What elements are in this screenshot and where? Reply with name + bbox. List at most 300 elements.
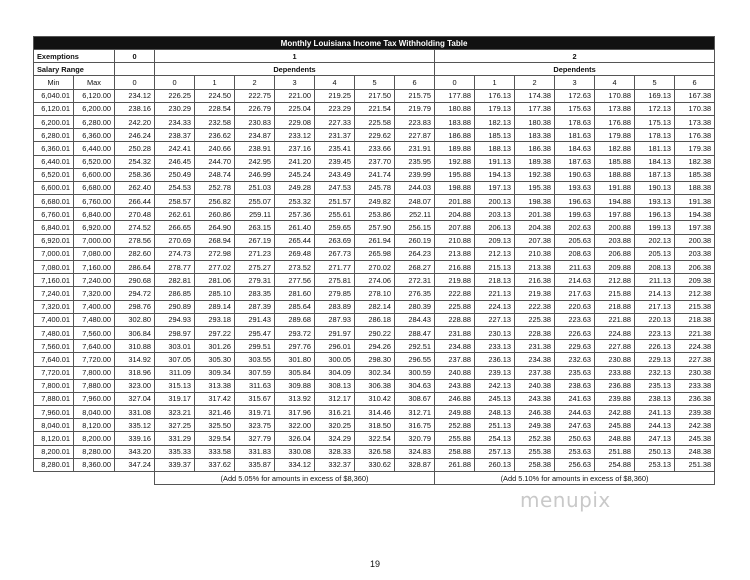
- withholding-amount: 201.38: [515, 208, 555, 221]
- withholding-amount: 328.87: [395, 458, 435, 471]
- withholding-amount: 288.47: [395, 326, 435, 339]
- withholding-amount: 270.69: [155, 234, 195, 247]
- dependents-label-2: Dependents: [435, 63, 715, 76]
- withholding-amount: 240.88: [435, 366, 475, 379]
- withholding-amount: 244.63: [555, 406, 595, 419]
- withholding-amount: 321.46: [195, 406, 235, 419]
- salary-min: 7,880.01: [34, 392, 74, 405]
- withholding-amount: 294.93: [155, 313, 195, 326]
- withholding-amount: 203.88: [595, 234, 635, 247]
- withholding-amount: 307.05: [155, 353, 195, 366]
- salary-max: 7,320.00: [74, 287, 115, 300]
- withholding-amount: 225.04: [275, 102, 315, 115]
- withholding-amount: 215.75: [395, 89, 435, 102]
- withholding-amount: 235.41: [315, 142, 355, 155]
- withholding-amount: 256.82: [195, 195, 235, 208]
- salary-min: 7,400.01: [34, 313, 74, 326]
- withholding-amount: 219.88: [435, 274, 475, 287]
- withholding-amount: 314.46: [355, 406, 395, 419]
- withholding-amount: 261.88: [435, 458, 475, 471]
- withholding-amount: 252.88: [435, 419, 475, 432]
- withholding-amount: 233.38: [675, 379, 715, 392]
- table-row: [34, 129, 715, 142]
- withholding-amount: 308.13: [315, 379, 355, 392]
- withholding-amount: 273.52: [275, 261, 315, 274]
- withholding-amount: 217.50: [355, 89, 395, 102]
- withholding-amount: 238.16: [115, 102, 155, 115]
- salary-max: 7,720.00: [74, 353, 115, 366]
- withholding-amount: 215.38: [675, 300, 715, 313]
- withholding-amount: 221.00: [275, 89, 315, 102]
- withholding-amount: 260.19: [395, 234, 435, 247]
- withholding-amount: 275.27: [235, 261, 275, 274]
- withholding-amount: 270.48: [115, 208, 155, 221]
- footnote-row: [34, 472, 715, 485]
- withholding-amount: 264.23: [395, 247, 435, 260]
- withholding-amount: 234.33: [155, 115, 195, 128]
- dependents-label-1: Dependents: [155, 63, 435, 76]
- withholding-amount: 266.65: [155, 221, 195, 234]
- withholding-amount: 257.36: [275, 208, 315, 221]
- salary-min: 6,840.01: [34, 221, 74, 234]
- withholding-amount: 238.37: [155, 129, 195, 142]
- withholding-amount: 251.88: [595, 445, 635, 458]
- withholding-amount: 196.13: [635, 208, 675, 221]
- table-row: [34, 247, 715, 260]
- withholding-amount: 200.88: [595, 221, 635, 234]
- withholding-amount: 326.04: [275, 432, 315, 445]
- withholding-amount: 192.88: [435, 155, 475, 168]
- withholding-amount: 241.63: [555, 392, 595, 405]
- withholding-amount: 178.13: [635, 129, 675, 142]
- withholding-amount: 298.97: [155, 326, 195, 339]
- salary-min: 8,200.01: [34, 445, 74, 458]
- withholding-amount: 229.13: [635, 353, 675, 366]
- withholding-amount: 188.38: [675, 181, 715, 194]
- withholding-amount: 177.38: [515, 102, 555, 115]
- withholding-amount: 236.13: [475, 353, 515, 366]
- salary-max: 8,040.00: [74, 406, 115, 419]
- withholding-amount: 243.88: [435, 379, 475, 392]
- withholding-amount: 251.38: [675, 458, 715, 471]
- salary-max: 8,200.00: [74, 432, 115, 445]
- table-row: [34, 221, 715, 234]
- withholding-amount: 198.88: [435, 181, 475, 194]
- withholding-amount: 184.13: [635, 155, 675, 168]
- withholding-amount: 318.50: [355, 419, 395, 432]
- salary-max: 7,160.00: [74, 261, 115, 274]
- withholding-amount: 347.24: [115, 458, 155, 471]
- withholding-amount: 331.83: [235, 445, 275, 458]
- salary-min: 7,240.01: [34, 287, 74, 300]
- withholding-amount: 283.89: [315, 300, 355, 313]
- withholding-amount: 195.88: [435, 168, 475, 181]
- salary-min: 7,960.01: [34, 406, 74, 419]
- salary-min: 7,640.01: [34, 353, 74, 366]
- withholding-amount: 291.97: [315, 326, 355, 339]
- withholding-amount: 339.37: [155, 458, 195, 471]
- withholding-amount: 330.62: [355, 458, 395, 471]
- salary-min: 7,800.01: [34, 379, 74, 392]
- withholding-amount: 248.74: [195, 168, 235, 181]
- withholding-amount: 267.19: [235, 234, 275, 247]
- withholding-amount: 183.38: [515, 129, 555, 142]
- withholding-amount: 209.88: [595, 261, 635, 274]
- column-header-row: [34, 76, 715, 89]
- withholding-amount: 285.10: [195, 287, 235, 300]
- withholding-amount: 172.63: [555, 89, 595, 102]
- withholding-amount: 242.41: [155, 142, 195, 155]
- withholding-amount: 253.13: [635, 458, 675, 471]
- withholding-amount: 298.76: [115, 300, 155, 313]
- withholding-amount: 217.13: [635, 300, 675, 313]
- withholding-amount: 193.13: [635, 195, 675, 208]
- withholding-amount: 223.29: [315, 102, 355, 115]
- withholding-amount: 215.13: [475, 261, 515, 274]
- withholding-amount: 247.63: [555, 419, 595, 432]
- withholding-amount: 194.13: [475, 168, 515, 181]
- table-row: [34, 234, 715, 247]
- withholding-amount: 248.88: [595, 432, 635, 445]
- withholding-amount: 289.14: [195, 300, 235, 313]
- salary-max: 7,480.00: [74, 313, 115, 326]
- withholding-amount: 233.13: [475, 340, 515, 353]
- withholding-amount: 254.13: [475, 432, 515, 445]
- withholding-amount: 227.33: [315, 115, 355, 128]
- withholding-amount: 244.13: [635, 419, 675, 432]
- withholding-amount: 260.86: [195, 208, 235, 221]
- withholding-amount: 241.13: [635, 406, 675, 419]
- table-row: [34, 379, 715, 392]
- withholding-amount: 333.58: [195, 445, 235, 458]
- withholding-amount: 234.12: [115, 89, 155, 102]
- withholding-amount: 284.43: [395, 313, 435, 326]
- withholding-amount: 253.32: [275, 195, 315, 208]
- table-row: [34, 313, 715, 326]
- min-header: Min: [34, 76, 74, 89]
- withholding-amount: 301.26: [195, 340, 235, 353]
- withholding-amount: 210.88: [435, 234, 475, 247]
- withholding-amount: 187.13: [635, 168, 675, 181]
- withholding-amount: 233.12: [275, 129, 315, 142]
- withholding-amount: 274.73: [155, 247, 195, 260]
- withholding-amount: 230.38: [675, 366, 715, 379]
- withholding-amount: 247.53: [315, 181, 355, 194]
- salary-min: 6,120.01: [34, 102, 74, 115]
- withholding-amount: 231.38: [515, 340, 555, 353]
- withholding-amount: 243.49: [315, 168, 355, 181]
- salary-min: 6,360.01: [34, 142, 74, 155]
- withholding-amount: 311.63: [235, 379, 275, 392]
- withholding-amount: 318.96: [115, 366, 155, 379]
- withholding-amount: 327.25: [155, 419, 195, 432]
- withholding-amount: 279.85: [315, 287, 355, 300]
- withholding-amount: 282.81: [155, 274, 195, 287]
- withholding-amount: 212.13: [475, 247, 515, 260]
- withholding-amount: 303.55: [235, 353, 275, 366]
- withholding-amount: 332.37: [315, 458, 355, 471]
- withholding-amount: 265.44: [275, 234, 315, 247]
- withholding-amount: 335.33: [155, 445, 195, 458]
- withholding-amount: 255.88: [435, 432, 475, 445]
- salary-min: 8,280.01: [34, 458, 74, 471]
- withholding-amount: 287.93: [315, 313, 355, 326]
- withholding-amount: 234.88: [435, 340, 475, 353]
- withholding-amount: 246.99: [235, 168, 275, 181]
- withholding-amount: 179.13: [475, 102, 515, 115]
- withholding-amount: 178.63: [555, 115, 595, 128]
- withholding-amount: 214.63: [555, 274, 595, 287]
- withholding-amount: 245.88: [595, 419, 635, 432]
- withholding-amount: 206.13: [475, 221, 515, 234]
- withholding-amount: 323.00: [115, 379, 155, 392]
- withholding-amount: 239.13: [475, 366, 515, 379]
- withholding-amount: 306.38: [355, 379, 395, 392]
- withholding-amount: 291.43: [235, 313, 275, 326]
- withholding-amount: 272.98: [195, 247, 235, 260]
- withholding-amount: 220.13: [635, 313, 675, 326]
- salary-min: 7,480.01: [34, 326, 74, 339]
- withholding-amount: 290.89: [155, 300, 195, 313]
- withholding-amount: 194.38: [675, 208, 715, 221]
- withholding-amount: 219.25: [315, 89, 355, 102]
- withholding-amount: 324.83: [395, 445, 435, 458]
- withholding-amount: 246.88: [435, 392, 475, 405]
- salary-max: 7,240.00: [74, 274, 115, 287]
- withholding-amount: 169.13: [635, 89, 675, 102]
- withholding-amount: 274.06: [355, 274, 395, 287]
- withholding-amount: 188.13: [475, 142, 515, 155]
- withholding-amount: 237.88: [435, 353, 475, 366]
- withholding-amount: 170.38: [675, 102, 715, 115]
- withholding-amount: 238.63: [555, 379, 595, 392]
- dependent-col-header: 0: [155, 76, 195, 89]
- withholding-amount: 254.53: [155, 181, 195, 194]
- table-row: [34, 274, 715, 287]
- withholding-amount: 296.01: [315, 340, 355, 353]
- withholding-amount: 170.88: [595, 89, 635, 102]
- withholding-amount: 265.98: [355, 247, 395, 260]
- withholding-amount: 259.11: [235, 208, 275, 221]
- withholding-amount: 258.88: [435, 445, 475, 458]
- withholding-amount: 301.80: [275, 353, 315, 366]
- salary-min: 7,000.01: [34, 247, 74, 260]
- withholding-amount: 250.49: [155, 168, 195, 181]
- withholding-amount: 202.63: [555, 221, 595, 234]
- withholding-amount: 304.63: [395, 379, 435, 392]
- withholding-amount: 197.88: [595, 208, 635, 221]
- withholding-amount: 259.65: [315, 221, 355, 234]
- withholding-amount: 212.38: [675, 287, 715, 300]
- withholding-amount: 176.88: [595, 115, 635, 128]
- withholding-amount: 330.08: [275, 445, 315, 458]
- withholding-amount: 230.29: [155, 102, 195, 115]
- withholding-amount: 257.13: [475, 445, 515, 458]
- salary-max: 8,120.00: [74, 419, 115, 432]
- page-number: 19: [369, 559, 380, 569]
- withholding-amount: 225.58: [355, 115, 395, 128]
- salary-max: 6,280.00: [74, 115, 115, 128]
- salary-max: 7,080.00: [74, 247, 115, 260]
- withholding-amount: 272.31: [395, 274, 435, 287]
- withholding-amount: 200.38: [675, 234, 715, 247]
- withholding-amount: 234.87: [235, 129, 275, 142]
- withholding-amount: 281.60: [275, 287, 315, 300]
- withholding-amount: 310.88: [115, 340, 155, 353]
- dependent-col-header: 1: [195, 76, 235, 89]
- withholding-amount: 226.79: [235, 102, 275, 115]
- withholding-amount: 199.63: [555, 208, 595, 221]
- withholding-amount: 239.99: [395, 168, 435, 181]
- salary-max: 7,880.00: [74, 379, 115, 392]
- withholding-amount: 249.28: [275, 181, 315, 194]
- salary-min: 7,160.01: [34, 274, 74, 287]
- withholding-amount: 180.88: [435, 102, 475, 115]
- table-row: [34, 326, 715, 339]
- withholding-amount: 218.88: [595, 300, 635, 313]
- withholding-amount: 242.20: [115, 115, 155, 128]
- withholding-amount: 194.88: [595, 195, 635, 208]
- withholding-amount: 254.32: [115, 155, 155, 168]
- withholding-amount: 232.63: [555, 353, 595, 366]
- withholding-amount: 269.48: [275, 247, 315, 260]
- withholding-amount: 201.88: [435, 195, 475, 208]
- withholding-amount: 224.13: [475, 300, 515, 313]
- withholding-amount: 289.68: [275, 313, 315, 326]
- withholding-amount: 231.88: [435, 326, 475, 339]
- withholding-amount: 202.13: [635, 234, 675, 247]
- withholding-amount: 258.57: [155, 195, 195, 208]
- withholding-amount: 222.75: [235, 89, 275, 102]
- table-row: [34, 287, 715, 300]
- withholding-amount: 218.38: [675, 313, 715, 326]
- withholding-amount: 299.51: [235, 340, 275, 353]
- withholding-amount: 208.13: [635, 261, 675, 274]
- table-row: [34, 445, 715, 458]
- withholding-amount: 300.05: [315, 353, 355, 366]
- dependent-col-header: 2: [235, 76, 275, 89]
- withholding-amount: 274.52: [115, 221, 155, 234]
- salary-max: 8,360.00: [74, 458, 115, 471]
- withholding-amount: 220.63: [555, 300, 595, 313]
- withholding-amount: 200.13: [475, 195, 515, 208]
- withholding-amount: 223.13: [635, 326, 675, 339]
- withholding-amount: 285.64: [275, 300, 315, 313]
- withholding-amount: 226.25: [155, 89, 195, 102]
- table-title-row: [34, 37, 715, 50]
- withholding-amount: 300.59: [395, 366, 435, 379]
- withholding-amount: 302.34: [355, 366, 395, 379]
- withholding-amount: 261.40: [275, 221, 315, 234]
- withholding-amount: 275.81: [315, 274, 355, 287]
- withholding-amount: 199.13: [635, 221, 675, 234]
- exemption-2: 2: [435, 50, 715, 63]
- salary-min: 8,120.01: [34, 432, 74, 445]
- salary-min: 6,760.01: [34, 208, 74, 221]
- withholding-amount: 223.63: [555, 313, 595, 326]
- withholding-amount: 181.63: [555, 129, 595, 142]
- withholding-amount: 207.88: [435, 221, 475, 234]
- withholding-amount: 218.13: [475, 274, 515, 287]
- salary-max: 6,360.00: [74, 129, 115, 142]
- withholding-amount: 206.38: [675, 261, 715, 274]
- withholding-amount: 305.84: [275, 366, 315, 379]
- table-row: [34, 155, 715, 168]
- exemption-0: 0: [115, 50, 155, 63]
- withholding-amount: 268.27: [395, 261, 435, 274]
- table-row: [34, 102, 715, 115]
- withholding-amount: 227.38: [675, 353, 715, 366]
- salary-min: 7,560.01: [34, 340, 74, 353]
- withholding-amount: 238.91: [235, 142, 275, 155]
- withholding-amount: 286.64: [115, 261, 155, 274]
- withholding-amount: 328.33: [315, 445, 355, 458]
- withholding-amount: 231.37: [315, 129, 355, 142]
- withholding-amount: 296.55: [395, 353, 435, 366]
- withholding-amount: 250.28: [115, 142, 155, 155]
- withholding-amount: 204.38: [515, 221, 555, 234]
- salary-max: 6,840.00: [74, 208, 115, 221]
- withholding-amount: 182.88: [595, 142, 635, 155]
- withholding-amount: 176.13: [475, 89, 515, 102]
- exemptions-label: Exemptions: [34, 50, 115, 63]
- salary-min: 6,280.01: [34, 129, 74, 142]
- salary-max: 7,400.00: [74, 300, 115, 313]
- salary-min: 6,600.01: [34, 181, 74, 194]
- withholding-amount: 308.67: [395, 392, 435, 405]
- withholding-amount: 283.35: [235, 287, 275, 300]
- salary-max: 6,920.00: [74, 221, 115, 234]
- withholding-amount: 287.39: [235, 300, 275, 313]
- withholding-amount: 252.38: [515, 432, 555, 445]
- withholding-amount: 227.87: [395, 129, 435, 142]
- withholding-amount: 316.21: [315, 406, 355, 419]
- footnote-spacer: [34, 472, 155, 485]
- withholding-amount: 227.88: [595, 340, 635, 353]
- withholding-amount: 191.88: [595, 181, 635, 194]
- withholding-amount: 271.23: [235, 247, 275, 260]
- withholding-amount: 290.22: [355, 326, 395, 339]
- withholding-amount: 232.58: [195, 115, 235, 128]
- withholding-amount: 294.72: [115, 287, 155, 300]
- withholding-amount: 304.09: [315, 366, 355, 379]
- withholding-amount: 302.80: [115, 313, 155, 326]
- table-row: [34, 340, 715, 353]
- withholding-amount: 310.42: [355, 392, 395, 405]
- withholding-amount: 339.16: [115, 432, 155, 445]
- withholding-amount: 241.74: [355, 168, 395, 181]
- withholding-amount: 242.13: [475, 379, 515, 392]
- withholding-amount: 230.88: [595, 353, 635, 366]
- withholding-amount: 256.15: [395, 221, 435, 234]
- salary-max: 6,760.00: [74, 195, 115, 208]
- salary-min: 6,200.01: [34, 115, 74, 128]
- withholding-amount: 236.88: [595, 379, 635, 392]
- withholding-amount: 219.38: [515, 287, 555, 300]
- salary-max: 6,520.00: [74, 155, 115, 168]
- withholding-amount: 257.90: [355, 221, 395, 234]
- withholding-amount: 261.94: [355, 234, 395, 247]
- withholding-amount: 210.38: [515, 247, 555, 260]
- withholding-amount: 312.71: [395, 406, 435, 419]
- withholding-amount: 222.88: [435, 287, 475, 300]
- withholding-amount: 213.38: [515, 261, 555, 274]
- withholding-amount: 179.88: [595, 129, 635, 142]
- withholding-amount: 305.30: [195, 353, 235, 366]
- exemptions-row: [34, 50, 715, 63]
- withholding-amount: 236.38: [675, 392, 715, 405]
- withholding-amount: 309.88: [275, 379, 315, 392]
